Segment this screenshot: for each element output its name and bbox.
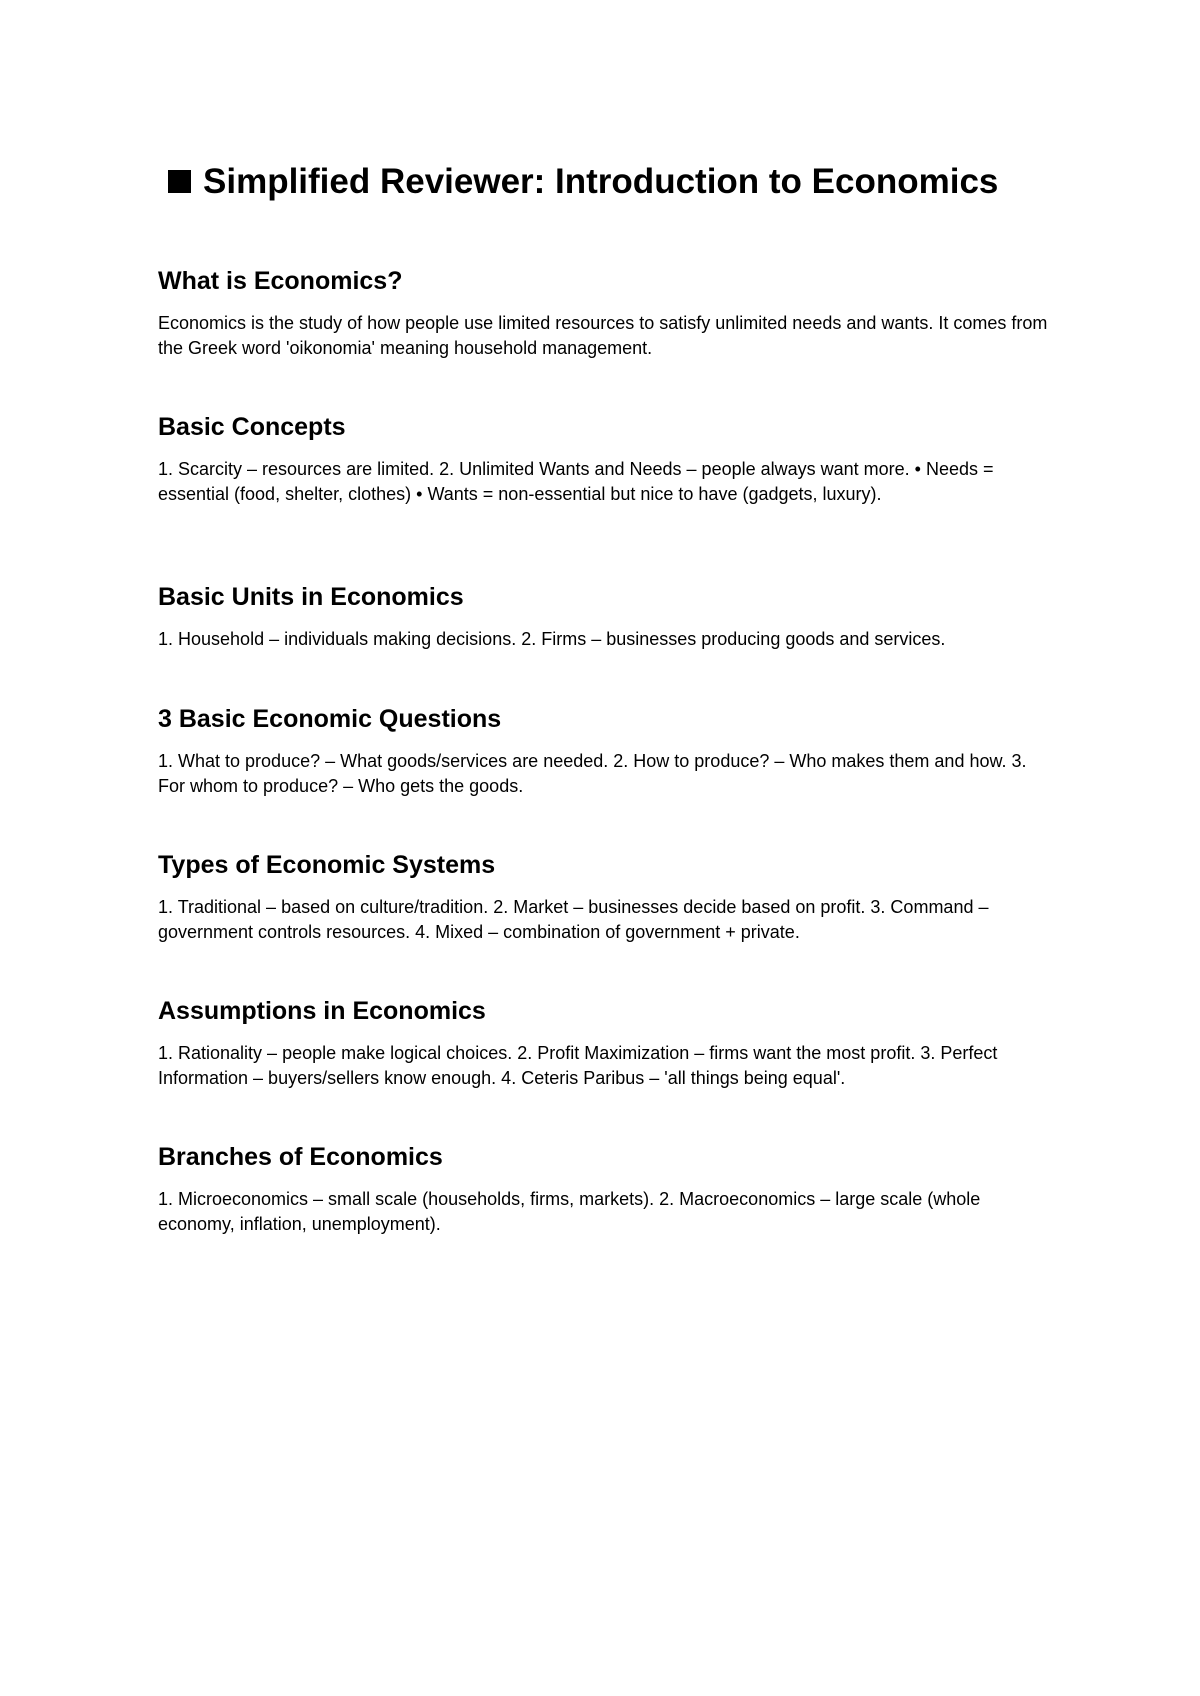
section-heading: Basic Concepts [158, 413, 346, 441]
section-economic-systems [158, 849, 1058, 945]
section-body: 1. Scarcity – resources are limited. 2. Unlimited Wants and Needs – people always want more. • Needs = essential (food, shelter, clothes) • Wants = non-essential but nice to have (gadgets, luxury). [158, 459, 994, 504]
section-body: 1. What to produce? – What goods/services are needed. 2. How to produce? – Who makes them and how. 3. For whom to produce? – Who gets the goods. [158, 751, 1027, 796]
section-body: 1. Microeconomics – small scale (households, firms, markets). 2. Macroeconomics – large scale (whole economy, inflation, unemployment). [158, 1189, 981, 1234]
black-square-icon [168, 170, 191, 193]
section-body: 1. Household – individuals making decisions. 2. Firms – businesses producing goods and services. [158, 629, 946, 649]
section-assumptions [158, 995, 1058, 1091]
section-heading: Basic Units in Economics [158, 583, 464, 611]
section-heading: Types of Economic Systems [158, 851, 496, 879]
section-branches [158, 1141, 1058, 1237]
section-basic-concepts [158, 411, 1058, 507]
section-basic-units [158, 581, 1058, 652]
section-body: 1. Rationality – people make logical choices. 2. Profit Maximization – firms want the most profit. 3. Perfect Information – buyers/sellers know enough. 4. Ceteris Paribus – 'all things being equal'. [158, 1043, 998, 1088]
section-heading: 3 Basic Economic Questions [158, 705, 502, 733]
section-economic-questions [158, 703, 1058, 799]
section-body: 1. Traditional – based on culture/tradition. 2. Market – businesses decide based on profit. 3. Command – government controls resources. 4. Mixed – combination of government + private. [158, 897, 989, 942]
section-body: Economics is the study of how people use limited resources to satisfy unlimited needs and wants. It comes from the Greek word 'oikonomia' meaning household management. [158, 313, 1048, 358]
section-heading: Branches of Economics [158, 1143, 443, 1171]
page-title [168, 160, 1068, 204]
section-what-is-economics [158, 265, 1058, 361]
page-title-text: Simplified Reviewer: Introduction to Economics [203, 162, 999, 201]
section-heading: What is Economics? [158, 267, 403, 295]
section-heading: Assumptions in Economics [158, 997, 486, 1025]
